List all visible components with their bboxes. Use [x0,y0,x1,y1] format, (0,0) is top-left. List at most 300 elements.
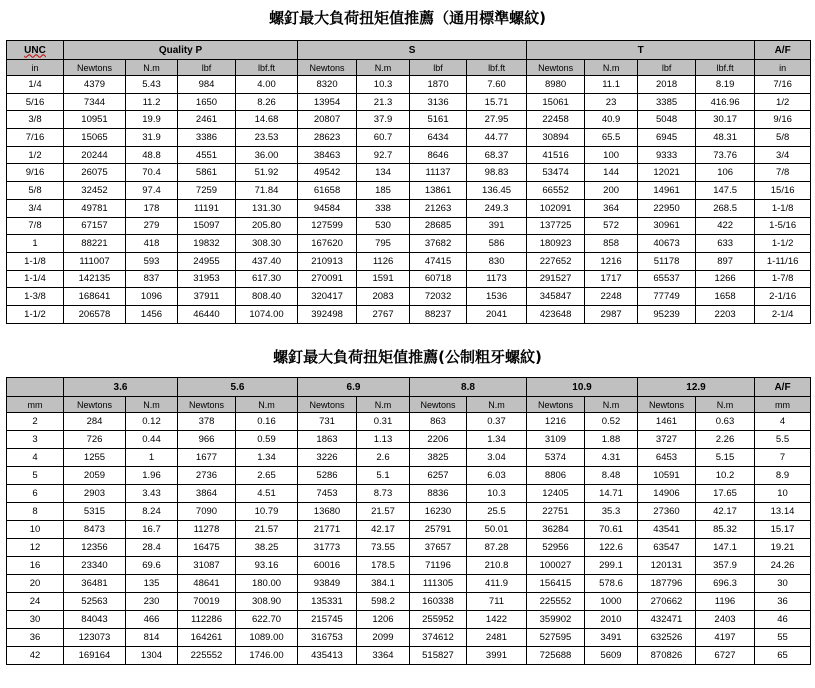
value-cell: 10.3 [467,485,527,503]
value-cell: 73.55 [357,539,410,557]
value-cell: 9333 [638,146,696,164]
value-cell: 5.15 [696,449,755,467]
value-cell: 2-1/4 [755,305,811,323]
value-cell: 9/16 [755,111,811,129]
table-row [7,485,811,503]
value-cell: 578.6 [585,575,638,593]
value-cell: 15061 [527,93,585,111]
group-header-10-9: 10.9 [527,378,638,397]
value-cell: 19.21 [755,539,811,557]
value-cell: 11137 [410,164,467,182]
value-cell: 48.8 [126,146,178,164]
value-cell: 85.32 [696,521,755,539]
table-row [7,575,811,593]
unit-header-cell: lbf.ft [696,60,755,76]
value-cell: 13680 [298,503,357,521]
value-cell: 30.17 [696,111,755,129]
value-cell: 3/4 [755,146,811,164]
value-cell: 51.92 [236,164,298,182]
value-cell: 111007 [64,252,126,270]
value-cell: 435413 [298,647,357,665]
value-cell: 2.65 [236,467,298,485]
value-cell: 225552 [527,593,585,611]
table-row [7,629,811,647]
value-cell: 726 [64,431,126,449]
table-row [7,217,811,235]
value-cell: 1746.00 [236,647,298,665]
value-cell: 46 [755,611,811,629]
value-cell: 2.6 [357,449,410,467]
value-cell: 966 [178,431,236,449]
value-cell: 2461 [178,111,236,129]
value-cell: 88221 [64,235,126,253]
size-cell: 1/2 [7,146,64,164]
value-cell: 5374 [527,449,585,467]
value-cell: 134 [357,164,410,182]
value-cell: 23 [585,93,638,111]
value-cell: 10 [755,485,811,503]
size-cell: 20 [7,575,64,593]
value-cell: 3364 [357,647,410,665]
table-row [7,235,811,253]
value-cell: 4.31 [585,449,638,467]
unit-header-cell: Newtons [298,397,357,413]
value-cell: 1.34 [236,449,298,467]
size-cell: 1 [7,235,64,253]
unit-header-cell: Newtons [410,397,467,413]
size-cell: 10 [7,521,64,539]
value-cell: 8.48 [585,467,638,485]
value-cell: 3385 [638,93,696,111]
value-cell: 21771 [298,521,357,539]
value-cell: 1-11/16 [755,252,811,270]
value-cell: 5161 [410,111,467,129]
value-cell: 164261 [178,629,236,647]
value-cell: 731 [298,413,357,431]
table-row [7,146,811,164]
value-cell: 31953 [178,270,236,288]
value-cell: 156415 [527,575,585,593]
table-row [7,431,811,449]
value-cell: 28.4 [126,539,178,557]
value-cell: 70019 [178,593,236,611]
value-cell: 40.9 [585,111,638,129]
value-cell: 308.90 [236,593,298,611]
size-cell: 6 [7,485,64,503]
value-cell: 7/16 [755,76,811,94]
value-cell: 8980 [527,76,585,94]
value-cell: 633 [696,235,755,253]
value-cell: 44.77 [467,129,527,147]
value-cell: 2767 [357,305,410,323]
value-cell: 1-5/16 [755,217,811,235]
table-row [7,164,811,182]
value-cell: 632526 [638,629,696,647]
value-cell: 36.00 [236,146,298,164]
value-cell: 572 [585,217,638,235]
value-cell: 38.25 [236,539,298,557]
value-cell: 84043 [64,611,126,629]
value-cell: 5.1 [357,467,410,485]
value-cell: 1461 [638,413,696,431]
value-cell: 3.43 [126,485,178,503]
value-cell: 10951 [64,111,126,129]
value-cell: 270662 [638,593,696,611]
unit-header-cell: Newtons [527,60,585,76]
value-cell: 24.26 [755,557,811,575]
value-cell: 4 [755,413,811,431]
group-header-12-9: 12.9 [638,378,755,397]
size-cell: 3 [7,431,64,449]
value-cell: 87.28 [467,539,527,557]
value-cell: 5315 [64,503,126,521]
value-cell: 52563 [64,593,126,611]
table-row [7,252,811,270]
value-cell: 23340 [64,557,126,575]
value-cell: 1536 [467,288,527,306]
value-cell: 31087 [178,557,236,575]
value-cell: 22751 [527,503,585,521]
value-cell: 2083 [357,288,410,306]
value-cell: 6434 [410,129,467,147]
value-cell: 100027 [527,557,585,575]
value-cell: 92.7 [357,146,410,164]
value-cell: 1216 [527,413,585,431]
value-cell: 14.71 [585,485,638,503]
value-cell: 11191 [178,199,236,217]
value-cell: 1266 [696,270,755,288]
value-cell: 73.76 [696,146,755,164]
value-cell: 0.63 [696,413,755,431]
group-header-t: T [527,41,755,60]
value-cell: 2987 [585,305,638,323]
value-cell: 870826 [638,647,696,665]
value-cell: 102091 [527,199,585,217]
unit-header-cell: Newtons [64,60,126,76]
table-row [7,593,811,611]
value-cell: 8320 [298,76,357,94]
value-cell: 0.37 [467,413,527,431]
unit-header-cell: Newtons [64,397,126,413]
value-cell: 392498 [298,305,357,323]
value-cell: 1.96 [126,467,178,485]
value-cell: 795 [357,235,410,253]
value-cell: 7259 [178,182,236,200]
value-cell: 5048 [638,111,696,129]
value-cell: 4379 [64,76,126,94]
value-cell: 1456 [126,305,178,323]
unit-header-cell: N.m [585,397,638,413]
value-cell: 359902 [527,611,585,629]
value-cell: 6.03 [467,467,527,485]
value-cell: 185 [357,182,410,200]
value-cell: 42.17 [696,503,755,521]
size-cell: 1-1/2 [7,305,64,323]
value-cell: 338 [357,199,410,217]
value-cell: 2403 [696,611,755,629]
value-cell: 15097 [178,217,236,235]
value-cell: 51178 [638,252,696,270]
value-cell: 418 [126,235,178,253]
value-cell: 320417 [298,288,357,306]
value-cell: 16475 [178,539,236,557]
value-cell: 37657 [410,539,467,557]
value-cell: 345847 [527,288,585,306]
value-cell: 8806 [527,467,585,485]
size-cell: 1-1/4 [7,270,64,288]
value-cell: 1.88 [585,431,638,449]
value-cell: 16.7 [126,521,178,539]
value-cell: 15.71 [467,93,527,111]
value-cell: 65.5 [585,129,638,147]
value-cell: 1255 [64,449,126,467]
value-cell: 4.51 [236,485,298,503]
unit-header-cell: Newtons [298,60,357,76]
value-cell: 122.6 [585,539,638,557]
value-cell: 32452 [64,182,126,200]
value-cell: 2203 [696,305,755,323]
size-cell: 5 [7,467,64,485]
value-cell: 11.1 [585,76,638,94]
unit-header-cell: in [755,60,811,76]
value-cell: 47415 [410,252,467,270]
unit-header-cell: Newtons [638,397,696,413]
value-cell: 863 [410,413,467,431]
value-cell: 131.30 [236,199,298,217]
value-cell: 2.26 [696,431,755,449]
value-cell: 1 [126,449,178,467]
value-cell: 31.9 [126,129,178,147]
value-cell: 8646 [410,146,467,164]
value-cell: 316753 [298,629,357,647]
value-cell: 95239 [638,305,696,323]
table-row [7,611,811,629]
value-cell: 106 [696,164,755,182]
value-cell: 169164 [64,647,126,665]
value-cell: 25791 [410,521,467,539]
value-cell: 30961 [638,217,696,235]
unit-header-cell: Newtons [178,397,236,413]
value-cell: 10.3 [357,76,410,94]
unit-header-cell: lbf.ft [236,60,298,76]
group-header-8-8: 8.8 [410,378,527,397]
value-cell: 22458 [527,111,585,129]
size-cell: 30 [7,611,64,629]
value-cell: 30894 [527,129,585,147]
value-cell: 37.9 [357,111,410,129]
value-cell: 2-1/16 [755,288,811,306]
value-cell: 6257 [410,467,467,485]
value-cell: 6727 [696,647,755,665]
table2-title: 螺釘最大負荷扭矩值推薦(公制粗牙螺紋) [273,348,542,366]
value-cell: 127599 [298,217,357,235]
table-row [7,539,811,557]
value-cell: 1-1/8 [755,199,811,217]
value-cell: 1089.00 [236,629,298,647]
table-row [7,305,811,323]
value-cell: 180923 [527,235,585,253]
value-cell: 858 [585,235,638,253]
value-cell: 8.26 [236,93,298,111]
value-cell: 5861 [178,164,236,182]
table-row [7,557,811,575]
value-cell: 36481 [64,575,126,593]
size-cell: 42 [7,647,64,665]
value-cell: 3109 [527,431,585,449]
value-cell: 3226 [298,449,357,467]
group-header-6-9: 6.9 [298,378,410,397]
value-cell: 357.9 [696,557,755,575]
value-cell: 1422 [467,611,527,629]
value-cell: 14906 [638,485,696,503]
value-cell: 13861 [410,182,467,200]
value-cell: 8.73 [357,485,410,503]
value-cell: 98.83 [467,164,527,182]
value-cell: 1173 [467,270,527,288]
group-header-af: A/F [755,41,811,60]
value-cell: 35.3 [585,503,638,521]
value-cell: 2481 [467,629,527,647]
value-cell: 598.2 [357,593,410,611]
size-cell: 7/16 [7,129,64,147]
value-cell: 167620 [298,235,357,253]
unit-header-row [7,397,811,413]
value-cell: 37682 [410,235,467,253]
value-cell: 206578 [64,305,126,323]
value-cell: 19.9 [126,111,178,129]
value-cell: 4.00 [236,76,298,94]
size-cell: 3/4 [7,199,64,217]
value-cell: 200 [585,182,638,200]
value-cell: 66552 [527,182,585,200]
value-cell: 0.16 [236,413,298,431]
value-cell: 617.30 [236,270,298,288]
value-cell: 52956 [527,539,585,557]
value-cell: 308.30 [236,235,298,253]
value-cell: 384.1 [357,575,410,593]
value-cell: 227652 [527,252,585,270]
value-cell: 8.24 [126,503,178,521]
table-row [7,521,811,539]
value-cell: 2736 [178,467,236,485]
value-cell: 40673 [638,235,696,253]
unit-header-cell: mm [755,397,811,413]
value-cell: 1.13 [357,431,410,449]
value-cell: 593 [126,252,178,270]
value-cell: 142135 [64,270,126,288]
value-cell: 48641 [178,575,236,593]
value-cell: 30 [755,575,811,593]
group-header-unc: UNC [7,41,64,60]
value-cell: 432471 [638,611,696,629]
unit-header-cell: Newtons [527,397,585,413]
group-header-row [7,41,811,60]
value-cell: 3386 [178,129,236,147]
value-cell: 416.96 [696,93,755,111]
value-cell: 4197 [696,629,755,647]
value-cell: 38463 [298,146,357,164]
value-cell: 210913 [298,252,357,270]
value-cell: 3864 [178,485,236,503]
value-cell: 374612 [410,629,467,647]
value-cell: 1/2 [755,93,811,111]
value-cell: 19832 [178,235,236,253]
value-cell: 3727 [638,431,696,449]
value-cell: 4551 [178,146,236,164]
value-cell: 830 [467,252,527,270]
unit-header-cell: N.m [126,397,178,413]
value-cell: 7453 [298,485,357,503]
value-cell: 71196 [410,557,467,575]
value-cell: 299.1 [585,557,638,575]
value-cell: 622.70 [236,611,298,629]
value-cell: 8.19 [696,76,755,94]
value-cell: 7/8 [755,164,811,182]
value-cell: 17.65 [696,485,755,503]
value-cell: 53474 [527,164,585,182]
value-cell: 2248 [585,288,638,306]
value-cell: 63547 [638,539,696,557]
value-cell: 0.59 [236,431,298,449]
value-cell: 60016 [298,557,357,575]
value-cell: 897 [696,252,755,270]
value-cell: 6453 [638,449,696,467]
value-cell: 100 [585,146,638,164]
value-cell: 11278 [178,521,236,539]
value-cell: 25.5 [467,503,527,521]
value-cell: 137725 [527,217,585,235]
table-row [7,129,811,147]
value-cell: 135331 [298,593,357,611]
size-cell: 8 [7,503,64,521]
value-cell: 12021 [638,164,696,182]
size-cell: 2 [7,413,64,431]
table-row [7,449,811,467]
value-cell: 3.04 [467,449,527,467]
size-cell: 16 [7,557,64,575]
unit-header-cell: lbf [638,60,696,76]
unit-header-cell: in [7,60,64,76]
value-cell: 0.52 [585,413,638,431]
value-cell: 527595 [527,629,585,647]
value-cell: 72032 [410,288,467,306]
unit-header-cell: N.m [236,397,298,413]
value-cell: 2903 [64,485,126,503]
value-cell: 378 [178,413,236,431]
value-cell: 24955 [178,252,236,270]
value-cell: 13.14 [755,503,811,521]
group-header-quality-p: Quality P [64,41,298,60]
value-cell: 1216 [585,252,638,270]
value-cell: 26075 [64,164,126,182]
unit-header-cell: N.m [585,60,638,76]
table-row [7,111,811,129]
value-cell: 22950 [638,199,696,217]
value-cell: 147.5 [696,182,755,200]
value-cell: 5/8 [755,129,811,147]
value-cell: 7 [755,449,811,467]
value-cell: 49542 [298,164,357,182]
table-row [7,467,811,485]
value-cell: 67157 [64,217,126,235]
value-cell: 5.5 [755,431,811,449]
value-cell: 5.43 [126,76,178,94]
value-cell: 711 [467,593,527,611]
unc-torque-table [6,40,811,324]
value-cell: 37911 [178,288,236,306]
value-cell: 2010 [585,611,638,629]
value-cell: 984 [178,76,236,94]
